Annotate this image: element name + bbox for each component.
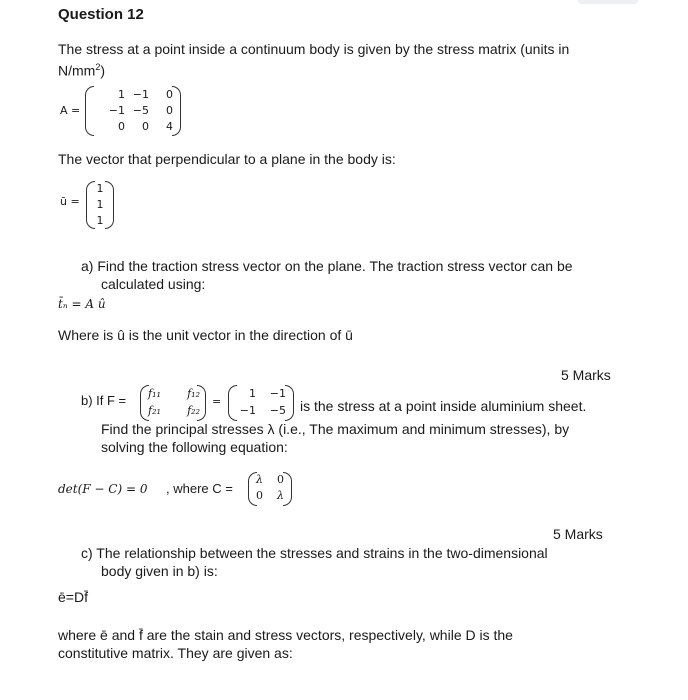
part-a-line1: a) Find the traction stress vector on the plane. The traction stress vector can be (81, 258, 573, 274)
matrix-c (248, 472, 292, 506)
traction-equation: t̄ₙ = A û (58, 297, 106, 311)
part-c-line1: c) The relationship between the stresses and strains in the two-dimensional (81, 545, 548, 561)
part-b-prefix: b) If F = (81, 393, 127, 408)
where-c-text: , where C = (166, 481, 233, 496)
det-equation: det(F − C) = 0 (58, 482, 148, 496)
unit-vector-definition: Where is û is the unit vector in the direction of ū (58, 327, 353, 343)
matrix-f-value: −5 (269, 404, 286, 417)
part-b-line2: Find the principal stresses λ (i.e., The maximum and minimum stresses), by (101, 421, 570, 437)
vector-u-label: ū = (60, 195, 80, 208)
matrix-f-symbol: f₂₂ (187, 404, 200, 417)
matrix-c-cell: λ (256, 473, 263, 486)
matrix-f-values-right-paren (285, 385, 294, 421)
matrix-a-cell: 0 (166, 104, 173, 117)
vector-u-cell: 1 (96, 198, 104, 211)
vector-u-cell: 1 (96, 182, 104, 195)
matrix-a (85, 86, 181, 136)
matrix-c-cell: 0 (256, 489, 263, 502)
matrix-f-symbol: f₁₂ (187, 387, 200, 400)
matrix-a-cell: −5 (132, 104, 149, 117)
matrix-f-value: −1 (239, 404, 256, 417)
matrix-f-symbols (140, 385, 206, 421)
closing-line2: constitutive matrix. They are given as: (58, 645, 293, 661)
vector-u (86, 181, 114, 229)
matrix-f-value: 1 (249, 387, 256, 400)
matrix-a-cell: 0 (118, 120, 125, 133)
matrix-a-cell: 0 (142, 120, 149, 133)
intro-text-line2 (58, 58, 105, 80)
matrix-c-cell: λ (277, 489, 284, 502)
matrix-c-right-paren (283, 472, 292, 506)
matrix-a-cell: 1 (118, 88, 125, 101)
part-b-suffix: is the stress at a point inside aluminium sheet. (300, 398, 587, 414)
closing-line1: where ē and f̄ are the stain and stress vectors, respectively, while D is the (58, 627, 513, 643)
marks-part-b: 5 Marks (553, 526, 603, 542)
matrix-f-value: −1 (269, 387, 286, 400)
part-c-line2: body given in b) is: (101, 563, 218, 579)
constitutive-equation: ē=Df̄ (58, 589, 88, 605)
matrix-a-cell: −1 (132, 88, 149, 101)
matrix-a-label: A = (60, 104, 81, 117)
intro-unit: N/mm (58, 62, 96, 79)
part-a-line2: calculated using: (101, 276, 206, 292)
matrix-a-cell: −1 (108, 104, 125, 117)
vector-u-right-paren (105, 181, 114, 229)
matrix-f-symbol: f₁₁ (148, 387, 161, 400)
question-title: Question 12 (58, 6, 144, 23)
matrix-a-right-paren (172, 86, 181, 136)
matrix-f-equals: = (212, 395, 222, 408)
intro-unit-close: ) (100, 62, 106, 79)
matrix-c-cell: 0 (277, 473, 284, 486)
top-scroll-indicator (578, 0, 638, 4)
matrix-f-values (228, 385, 294, 421)
part-b-line3: solving the following equation: (101, 439, 288, 455)
matrix-a-cell: 4 (166, 120, 173, 133)
intro-text-line1: The stress at a point inside a continuum body is given by the stress matrix (units in (58, 41, 570, 57)
vector-u-cell: 1 (96, 214, 104, 227)
vector-description: The vector that perpendicular to a plane in the body is: (58, 151, 396, 167)
intro-unit-exponent: 2 (95, 62, 101, 72)
matrix-f-right-paren (197, 385, 206, 421)
matrix-a-cell: 0 (166, 88, 173, 101)
marks-part-a: 5 Marks (561, 367, 611, 383)
matrix-f-symbol: f₂₁ (148, 404, 161, 417)
